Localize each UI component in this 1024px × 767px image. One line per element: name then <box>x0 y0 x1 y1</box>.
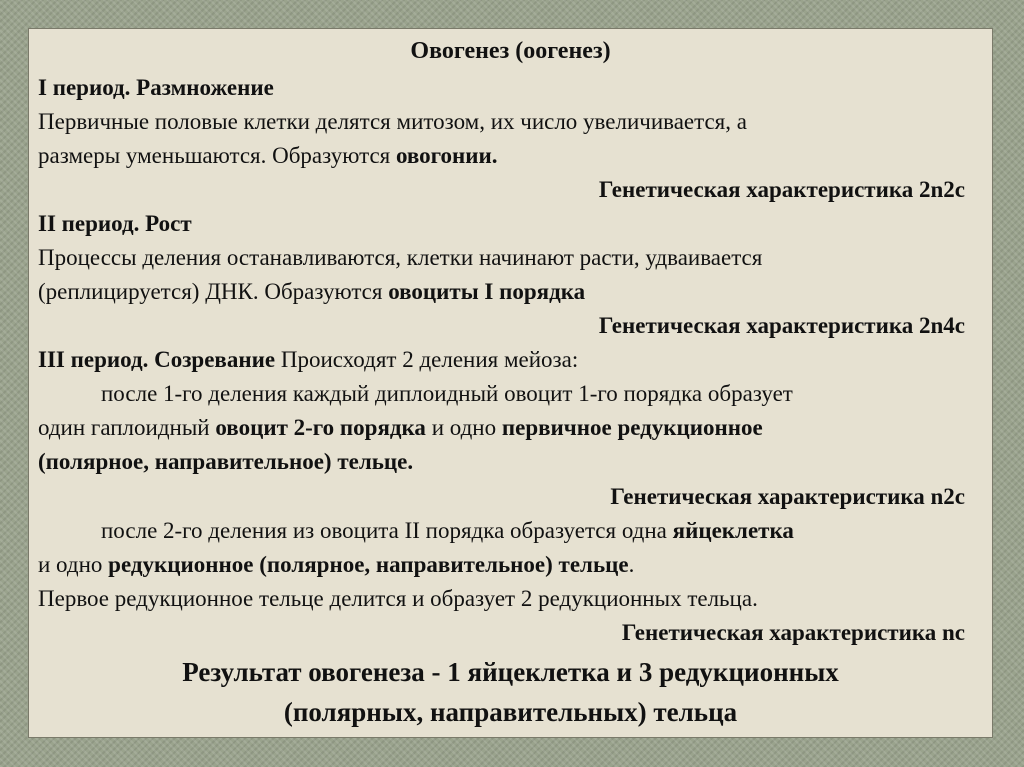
period3-div1-line2-c: и одно <box>425 415 502 440</box>
period1-term-ovogonia: овогонии. <box>395 143 498 168</box>
period2-text-line1: Процессы деления останавливаются, клетки начинают расти, удваивается <box>38 245 763 270</box>
period2-term-oocyte1: овоциты I порядка <box>388 279 586 304</box>
period3-genetics2: Генетическая характеристика nc <box>621 620 965 645</box>
period1-genetics: Генетическая характеристика 2n2c <box>598 177 965 202</box>
period2-heading: II период. Рост <box>38 211 192 236</box>
result-line1: Результат овогенеза - 1 яйцеклетка и 3 редукционных <box>182 657 839 687</box>
period3-div1-line2 <box>38 416 763 439</box>
period3-div2-line2-a: и одно <box>38 552 109 577</box>
period1-heading: I период. Размножение <box>38 75 274 100</box>
period1-text-line2 <box>38 144 498 167</box>
slide-title: Овогенез (оогенез) <box>410 38 611 64</box>
result-line2: (полярных, направительных) тельца <box>283 697 738 727</box>
period2-genetics: Генетическая характеристика 2n4c <box>598 313 965 338</box>
period3-div2-line2 <box>38 553 634 576</box>
period3-term-oocyte2: овоцит 2-го порядка <box>215 415 426 440</box>
period3-term-egg: яйцеклетка <box>672 518 794 543</box>
period3-div2-line2-c: . <box>628 552 635 577</box>
period3-term-reduction-body: редукционное (полярное, направительное) тельце <box>108 552 629 577</box>
period1-text-line1: Первичные половые клетки делятся митозом, их число увеличивается, а <box>38 109 747 134</box>
period3-genetics1: Генетическая характеристика n2c <box>610 484 965 509</box>
period2-text-line2 <box>38 280 585 303</box>
period1-text-prefix: размеры уменьшаются. Образуются <box>38 143 396 168</box>
period3-div1-line2-a: один гаплоидный <box>38 415 216 440</box>
slide-content <box>28 28 993 738</box>
period2-text-prefix: (реплицируется) ДНК. Образуются <box>38 279 389 304</box>
period3-div2-line3: Первое редукционное тельце делится и образует 2 редукционных тельца. <box>38 586 758 611</box>
period3-heading <box>38 348 578 371</box>
period3-term-primary-body: первичное редукционное <box>501 415 763 440</box>
period3-div2-line1-a: после 2-го деления из овоцита II порядка образуется одна <box>101 518 673 543</box>
period3-div1-line3: (полярное, направительное) тельце. <box>38 449 414 474</box>
period3-heading-bold: III период. Созревание <box>38 347 276 372</box>
period3-div1-line1: после 1-го деления каждый диплоидный овоцит 1-го порядка образует <box>101 381 793 406</box>
period3-div2-line1 <box>101 519 794 542</box>
period3-heading-rest: Происходят 2 деления мейоза: <box>275 347 579 372</box>
